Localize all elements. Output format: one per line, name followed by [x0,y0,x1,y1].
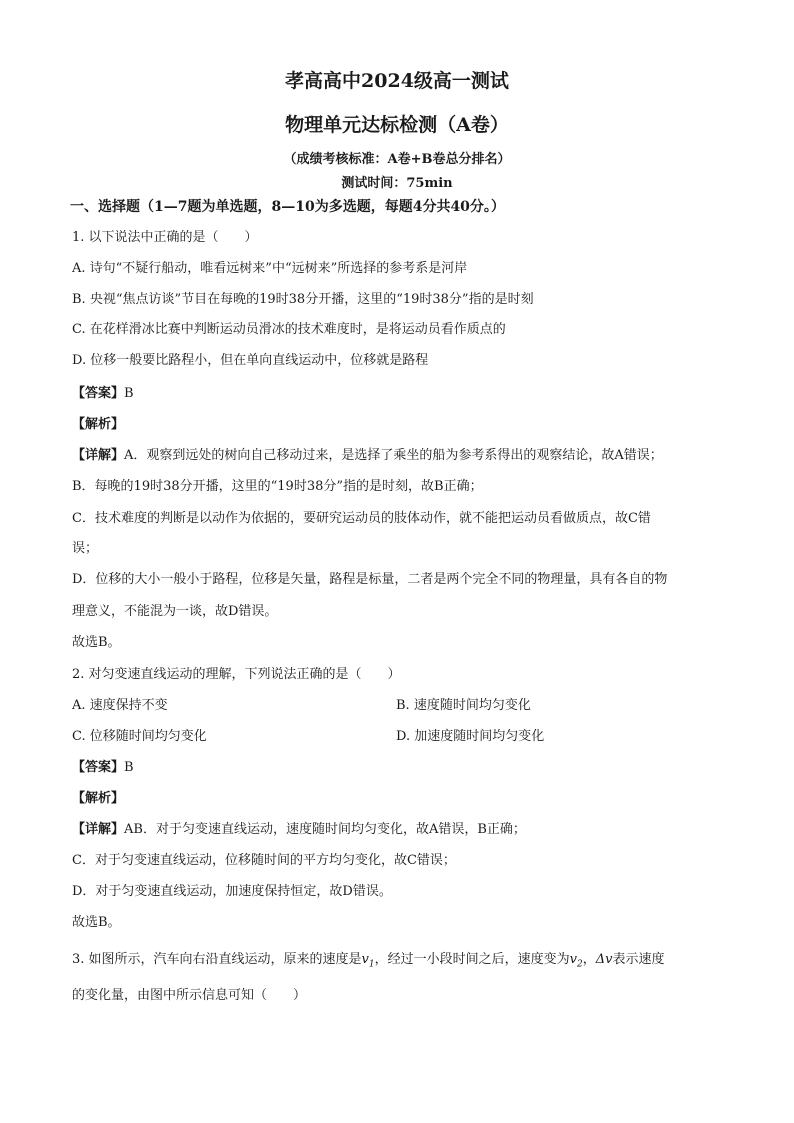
question-2-stem: 2. 对匀变速直线运动的理解，下列说法正确的是（ ） [72,667,401,682]
question-3-stem-line2: 的变化量，由图中所示信息可知（ ） [72,988,307,1003]
delta-v: Δv [595,952,613,967]
question-2-option-b: B. 速度随时间均匀变化 [396,698,531,713]
answer-label: 【答案】 [72,760,125,775]
question-1-detail-c-line1: C．技术难度的判断是以动作为依据的，要研究运动员的肢体动作，就不能把运动员看做质点，故C错 [72,511,651,526]
question-2-detail-c: C．对于匀变速直线运动，位移随时间的平方均匀变化，故C错误； [72,853,456,868]
question-1-option-d: D. 位移一般要比路程小，但在单向直线运动中，位移就是路程 [72,353,429,368]
question-2-conclusion: 故选B。 [72,915,121,930]
question-1-stem: 1. 以下说法中正确的是（ ） [72,230,258,245]
question-2-detail-d: D．对于匀变速直线运动，加速度保持恒定，故D错误。 [72,884,392,899]
test-time: 测试时间：75min [341,176,453,191]
grading-note: （成绩考核标准：A卷+B卷总分排名） [283,152,511,167]
question-1-detail-a: 【详解】A．观察到远处的树向自己移动过来，是选择了乘坐的船为参考系得出的观察结论，故A错误； [72,448,663,463]
detail-label: 【详解】 [72,448,125,463]
velocity-v2: $v_2$ [569,952,583,970]
detail-label: 【详解】 [72,822,125,837]
answer-value: B [124,386,134,401]
question-1-option-c: C. 在花样滑冰比赛中判断运动员滑冰的技术难度时，是将运动员看作质点的 [72,322,506,337]
question-1-detail-c-line2: 误； [72,541,99,556]
question-2-analysis-label: 【解析】 [72,791,125,806]
question-3-stem-line1: 3. 如图所示，汽车向右沿直线运动，原来的速度是$v_1$，经过一小段时间之后，速度变为$v_2$，Δv表示速度 [72,952,665,970]
question-1-conclusion: 故选B。 [72,635,121,650]
question-1-option-b: B. 央视“焦点访谈”节目在每晚的19时38分开播，这里的“19时38分”指的是时刻 [72,292,534,307]
question-2-detail-ab: 【详解】AB．对于匀变速直线运动，速度随时间均匀变化，故A错误，B正确； [72,822,526,837]
section-heading: 一、选择题（1—7题为单选题，8—10为多选题，每题4分共40分。） [70,199,505,215]
question-1-answer [72,382,134,401]
question-1-detail-d-line1: D．位移的大小一般小于路程，位移是矢量，路程是标量，二者是两个完全不同的物理量，具有各自的物 [72,572,668,587]
question-1-detail-d-line2: 理意义，不能混为一谈，故D错误。 [72,604,278,619]
question-1-option-a: A. 诗句“不疑行船动，唯看远树来”中“远树来”所选择的参考系是河岸 [72,261,468,276]
question-2-option-d: D. 加速度随时间均匀变化 [396,729,545,744]
velocity-v1: $v_1$ [361,952,375,970]
answer-value: B [124,760,134,775]
question-1-analysis-label: 【解析】 [72,417,125,432]
question-2-option-a: A. 速度保持不变 [72,698,168,713]
question-2-answer [72,756,134,775]
answer-label: 【答案】 [72,386,125,401]
question-1-detail-b: B．每晚的19时38分开播，这里的“19时38分”指的是时刻，故B正确； [72,479,483,494]
exam-subtitle: 物理单元达标检测（A卷） [285,114,509,136]
question-2-option-c: C. 位移随时间均匀变化 [72,729,207,744]
exam-title: 孝高高中2024级高一测试 [285,70,509,92]
